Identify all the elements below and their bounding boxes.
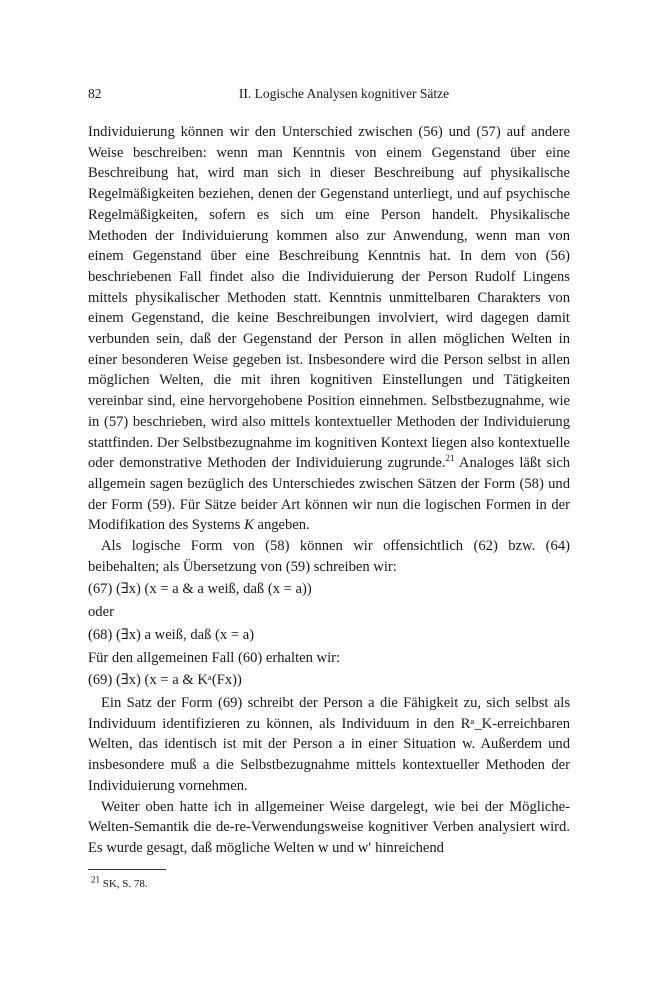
footnote-number: 21 <box>91 873 100 884</box>
formula-68: (68) (∃x) a weiß, daß (x = a) <box>88 626 255 643</box>
page-number: 82 <box>88 86 102 101</box>
paragraph-1 <box>88 122 570 536</box>
general-case-line: Für den allgemeinen Fall (60) erhalten wir: <box>88 649 341 666</box>
book-page <box>88 86 570 890</box>
paragraph-4: Weiter oben hatte ich in allgemeiner Weise dargelegt, wie bei der Mögliche-Welten-Semantik die de-re-Verwendungsweise kognitiver Verben analysiert wird. Es wurde gesagt, daß mögliche Welten w und w′ hinreichend <box>88 798 570 856</box>
footnote <box>88 873 570 890</box>
paragraph-1-text-after: Analoges läßt sich allgemein sagen bezüglich des Unterschiedes zwischen Sätzen der Form (58) und der Form (59). Für Sätze beider Art können wir nun die logischen Formen in der Modifikation des Systems <box>88 455 570 534</box>
formula-69: (69) (∃x) (x = a & Kᵃ(Fx)) <box>88 672 242 689</box>
page-header <box>88 86 570 108</box>
running-head: II. Logische Analysen kognitiver Sätze <box>238 86 450 101</box>
system-k-symbol: K <box>244 517 254 534</box>
paragraph-1-text: Individuierung können wir den Unterschied zwischen (56) und (57) auf andere Weise beschreiben: wenn man Kenntnis von einem Gegenstand über eine Beschreibung hat, wird man sich in dieser Beschreibung auf physikalische Regelmäßigkeiten beziehen, denen der Gegenstand unterliegt, und auf psychische Regelmäßigkeiten, sofern es sich um eine Person handelt. Physikalische Methoden der Individuierung kommen also zur Anwendung, wenn man von einem Gegenstand über eine Beschreibung Kenntnis hat. In dem von (56) beschriebenen Fall findet also die Individuierung der Person Rudolf Lingens mittels physikalischer Methoden statt. Kenntnis unmittelbaren Charakters von einem Gegenstand, die keine Beschreibungen involviert, wird dagegen damit verbunden sein, daß der Gegenstand der Person in allen möglichen Welten in einer besonderen Weise gegeben ist. Insbesondere wird die Person selbst in allen möglichen Welten, die mit ihren kognitiven Einstellungen und Tätigkeiten vereinbar sind, eine hervorgehobene Position einnehmen. Selbstbezugnahme, wie in (57) beschrieben, wird also mittels kontextueller Methoden der Individuierung stattfinden. Der Selbstbezugnahme im kognitiven Kontext liegen also kontextuelle oder demonstrative Methoden der Individuierung zugrunde. <box>88 124 570 472</box>
connector-oder: oder <box>88 604 114 621</box>
paragraph-1-text-end: angeben. <box>253 517 310 534</box>
formula-67: (67) (∃x) (x = a & a weiß, daß (x = a)) <box>88 581 312 598</box>
paragraph-3: Ein Satz der Form (69) schreibt der Person a die Fähigkeit zu, sich selbst als Individuum identifizieren zu können, als Individuum in den Rᵃ_K-erreichbaren Welten, das identisch ist mit der Person a in einer Situation w. Außerdem und insbesondere muß a die Selbstbezugnahme mittels kontextueller Methoden der Individuierung vornehmen. <box>88 694 570 794</box>
footnote-text: SK, S. 78. <box>102 877 148 890</box>
footnote-reference: 21 <box>445 453 455 464</box>
footnote-divider <box>88 869 166 870</box>
paragraph-2: Als logische Form von (58) können wir offensichtlich (62) bzw. (64) beibehalten; als Übersetzung von (59) schreiben wir: <box>88 538 570 575</box>
body-text <box>88 122 570 859</box>
